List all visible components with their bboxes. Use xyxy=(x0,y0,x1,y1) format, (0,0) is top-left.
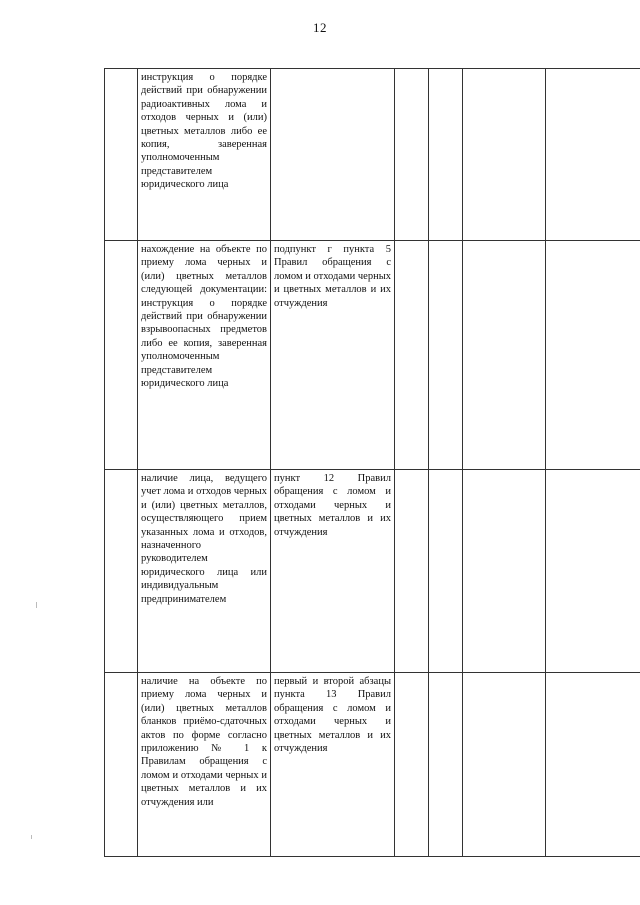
comment-cell xyxy=(546,69,640,241)
page-number: 12 xyxy=(313,20,327,35)
answer-na-cell xyxy=(463,470,546,673)
scan-artifact xyxy=(36,602,37,608)
scan-artifact xyxy=(31,835,32,839)
answer-no-cell xyxy=(429,673,463,857)
answer-yes-cell xyxy=(395,241,429,470)
legal-reference-text: подпункт г пункта 5 Правил обращения с ломом и отходами черных и цветных металлов и их отчуждения xyxy=(274,244,392,309)
requirement-cell xyxy=(138,69,271,241)
answer-na-cell xyxy=(463,673,546,857)
legal-reference-cell xyxy=(271,69,395,241)
requirement-text: наличие лица, ведущего учет лома и отходов черных и (или) цветных металлов, осуществляющего прием указанных лома и отходов, назначенного руководителем юридического лица или индивидуальным предпринимателем xyxy=(141,473,267,605)
table-row xyxy=(105,673,640,857)
number-cell xyxy=(105,470,138,673)
comment-cell xyxy=(546,673,640,857)
answer-no-cell xyxy=(429,69,463,241)
answer-na-cell xyxy=(463,241,546,470)
number-cell xyxy=(105,241,138,470)
legal-reference-cell xyxy=(271,470,395,673)
answer-yes-cell xyxy=(395,673,429,857)
answer-no-cell xyxy=(429,470,463,673)
requirement-text: инструкция о порядке действий при обнаружении радиоактивных лома и отходов черных и (или) цветных металлов либо ее копия, заверенная уполномоченным представителем юридического лица xyxy=(141,72,267,191)
inspection-checklist-table xyxy=(104,68,640,857)
answer-yes-cell xyxy=(395,69,429,241)
requirement-cell xyxy=(138,241,271,470)
legal-reference-cell xyxy=(271,673,395,857)
number-cell xyxy=(105,673,138,857)
requirement-text: нахождение на объекте по приему лома черных и (или) цветных металлов следующей документации: инструкция о порядке действий при обнаружении взрывоопасных предметов либо ее копия, заверенная уполномоченным представителем юридического лица xyxy=(141,244,267,390)
table-row xyxy=(105,241,640,470)
answer-yes-cell xyxy=(395,470,429,673)
comment-cell xyxy=(546,470,640,673)
answer-na-cell xyxy=(463,69,546,241)
legal-reference-text: пункт 12 Правил обращения с ломом и отходами черных и цветных металлов и их отчуждения xyxy=(274,473,391,538)
legal-reference-cell xyxy=(271,241,395,470)
number-cell xyxy=(105,69,138,241)
requirement-cell xyxy=(138,470,271,673)
table-row xyxy=(105,69,640,241)
requirement-text: наличие на объекте по приему лома черных и (или) цветных металлов бланков приёмо-сдаточных актов по форме согласно приложению № 1 к Правилам обращения с ломом и отходами черных и цветных металлов и их отчуждения или xyxy=(141,676,267,808)
legal-reference-text: первый и второй абзацы пункта 13 Правил обращения с ломом и отходами черных и цветных металлов и их отчуждения xyxy=(274,676,391,755)
table-row xyxy=(105,470,640,673)
answer-no-cell xyxy=(429,241,463,470)
comment-cell xyxy=(546,241,640,470)
requirement-cell xyxy=(138,673,271,857)
